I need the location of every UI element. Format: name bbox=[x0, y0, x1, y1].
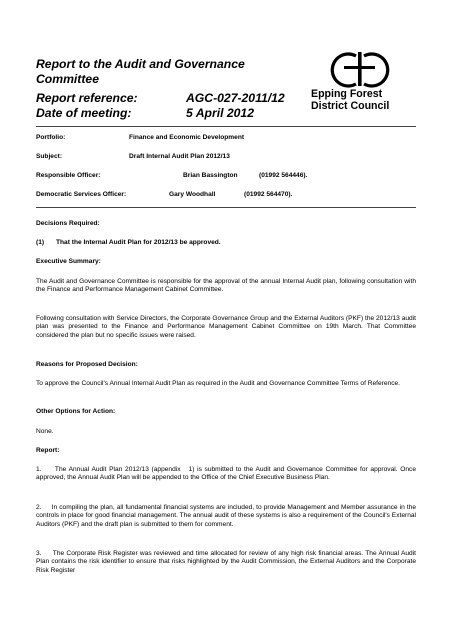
portfolio-label: Portfolio: bbox=[36, 134, 66, 141]
divider-top bbox=[36, 126, 416, 127]
decision-text: That the Internal Audit Plan for 2012/13 be approved. bbox=[56, 239, 221, 246]
responsible-officer-phone: (01992 564446). bbox=[259, 172, 308, 179]
responsible-officer-name: Brian Bassington bbox=[183, 172, 238, 179]
reasons-text: To approve the Council's Annual Internal Audit Plan as required in the Audit and Governance Committee Terms of Reference. bbox=[36, 380, 401, 387]
logo-line-1: Epping Forest bbox=[311, 88, 383, 100]
council-logo-text bbox=[311, 88, 421, 112]
executive-summary-heading: Executive Summary: bbox=[36, 258, 101, 265]
other-options-heading: Other Options for Action: bbox=[36, 408, 116, 415]
decisions-heading: Decisions Required: bbox=[36, 220, 100, 227]
subject-value: Draft Internal Audit Plan 2012/13 bbox=[129, 153, 230, 160]
title-line-1: Report to the Audit and Governance bbox=[36, 57, 245, 71]
report-reference-label: Report reference: bbox=[36, 91, 138, 105]
portfolio-value: Finance and Economic Development bbox=[129, 134, 245, 141]
meeting-date-label: Date of meeting: bbox=[36, 106, 132, 120]
report-paragraph-3: 3. The Corporate Risk Register was reviewed and time allocated for review of any high risk financial areas. The Annual Audit Plan contains the risk identifier to ensure that risks highlighted by the Audit Commission, the External Auditors and the Corporate Risk Register bbox=[36, 550, 416, 574]
democratic-officer-name: Gary Woodhall bbox=[169, 191, 216, 198]
other-options-text: None. bbox=[36, 428, 54, 435]
report-reference-value: AGC-027-2011/12 bbox=[186, 91, 285, 105]
decision-number: (1) bbox=[36, 239, 45, 246]
report-paragraph-2: 2. In compiling the plan, all fundamental financial systems are included, to provide Management and Member assurance in the controls in place for good financial management. The annual audit of these systems is also a requirement of the Council's External Auditors (PKF) and the draft plan is submitted to them for comment. bbox=[36, 504, 416, 528]
report-paragraph-1: 1. The Annual Audit Plan 2012/13 (appendix 1) is submitted to the Audit and Governance Committee for approval. Once approved, the Annual Audit Plan will be appended to the Office of the Chief Executive Business Plan. bbox=[36, 466, 416, 482]
title-line-2: Committee bbox=[36, 72, 99, 86]
report-heading: Report: bbox=[36, 447, 60, 454]
democratic-officer-phone: (01992 564470). bbox=[244, 191, 293, 198]
logo-line-2: District Council bbox=[311, 100, 390, 112]
report-title bbox=[36, 57, 286, 87]
reasons-heading: Reasons for Proposed Decision: bbox=[36, 361, 138, 368]
executive-summary-paragraph-2: Following consultation with Service Directors, the Corporate Governance Group and the External Auditors (PKF) the 2012/13 audit plan was presented to the Finance and Performance Management Cabinet Committee on 19th March. That Committee considered the plan but no specific issues were raised. bbox=[36, 315, 416, 339]
meeting-date-value: 5 April 2012 bbox=[186, 106, 254, 120]
divider-bottom bbox=[36, 207, 416, 208]
responsible-officer-label: Responsible Officer: bbox=[36, 172, 101, 179]
subject-label: Subject: bbox=[36, 153, 63, 160]
democratic-officer-label: Democratic Services Officer: bbox=[36, 191, 127, 198]
executive-summary-paragraph-1: The Audit and Governance Committee is responsible for the approval of the annual Internal Audit plan, following consultation with the Finance and Performance Management Cabinet Committee. bbox=[36, 278, 416, 294]
